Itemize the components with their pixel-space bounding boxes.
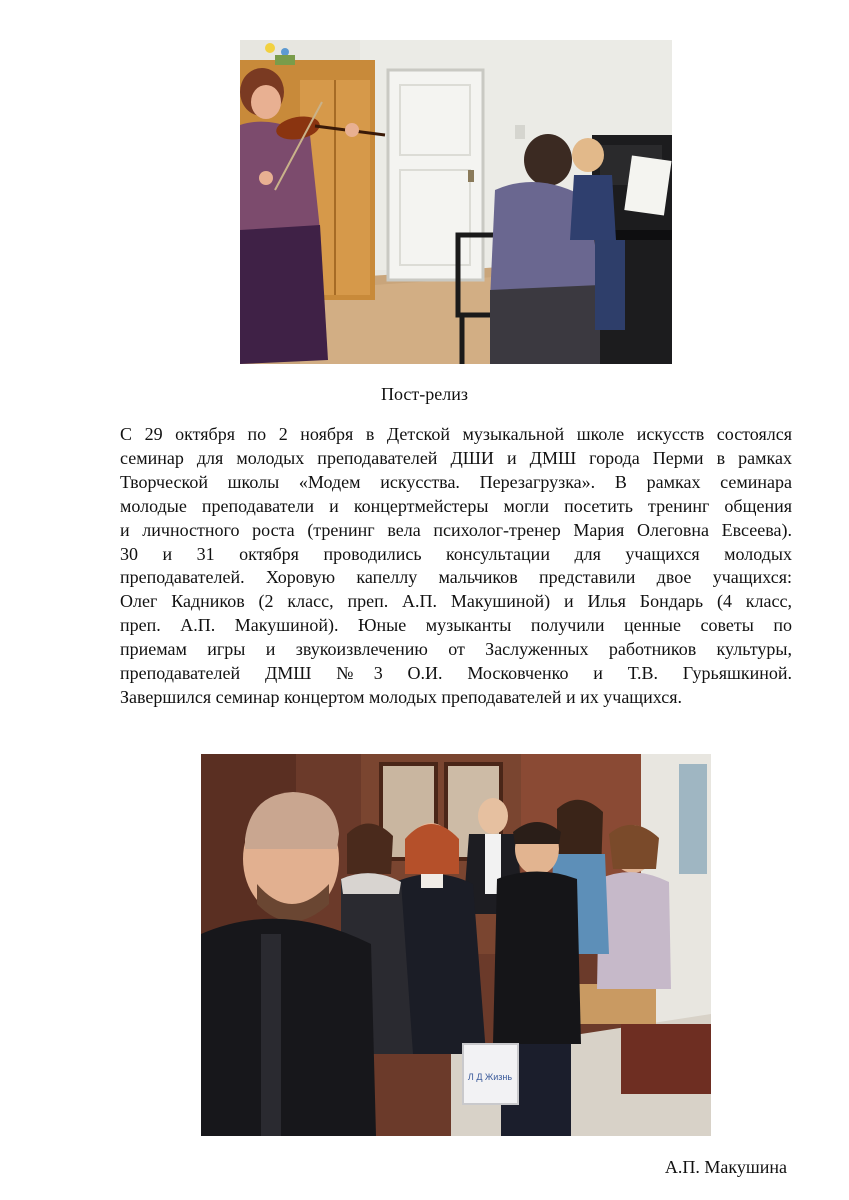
body-line: преподавателей ДМШ №3 О.И. Московченко и Т.В. Гурьяшкиной. [120, 663, 792, 684]
body-line: преп. А.П. Макушиной). Юные музыканты получили ценные советы по [120, 615, 792, 636]
body-line: и личностного роста (тренинг вела психолог-тренер Мария Олеговна Евсеева). [120, 519, 792, 540]
body-line: 30 и 31 октября проводились консультации для учащихся молодых [120, 543, 792, 564]
caption-post-release: Пост-релиз [380, 384, 468, 404]
body-line: приемам игры и звукоизвлечению от Заслуженных работников культуры, [120, 639, 792, 660]
article-body [120, 423, 792, 710]
body-line: С 29 октября по 2 ноября в Детской музыкальной школе искусств состоялся [120, 424, 792, 444]
body-line: Олег Кадников (2 класс, преп. А.П. Макушиной) и Илья Бондарь (4 класс, [120, 591, 792, 612]
body-line: молодые преподаватели и концертмейстеры могли посетить тренинг общения [120, 495, 792, 516]
photo-group-selfie [201, 754, 711, 1136]
body-line: Завершился семинар концертом молодых преподавателей и их учащихся. [120, 686, 683, 707]
body-line: семинар для молодых преподавателей ДШИ и ДМШ города Перми в рамках [120, 447, 792, 468]
body-line: Творческой школы «Модем искусства. Перезагрузка». В рамках семинара [120, 471, 792, 492]
body-line: преподавателей. Хоровую капеллу мальчиков представили двое учащихся: [120, 567, 792, 588]
author-signature: А.П. Макушина [664, 1157, 787, 1177]
bag-logo-text: Л Д Жизнь [467, 1072, 513, 1082]
photo-rehearsal [240, 40, 672, 364]
